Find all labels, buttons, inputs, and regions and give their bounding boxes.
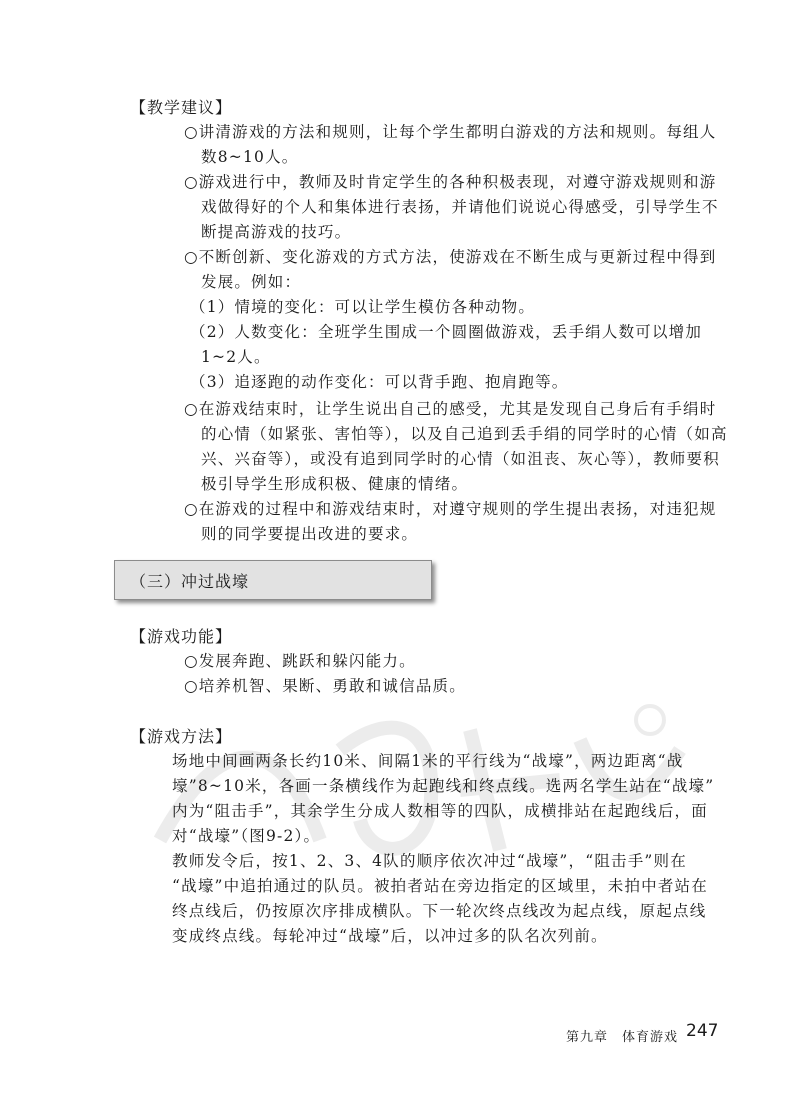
text-line: 则的同学要提出改进的要求。 bbox=[201, 525, 419, 543]
game-function-heading: 【游戏功能】 bbox=[130, 627, 233, 646]
text-line: 戏做得好的个人和集体进行表扬，并请他们说说心得感受，引导学生不 bbox=[201, 198, 719, 216]
footer-chapter: 第九章 体育游戏 bbox=[566, 1030, 679, 1045]
text-line: 对“战壕”（图9-2）。 bbox=[172, 827, 321, 845]
text-line: 内为“阻击手”，其余学生分成人数相等的四队，成横排站在起跑线后，面 bbox=[172, 802, 708, 820]
text-line: 兴、兴奋等），或没有追到同学时的心情（如沮丧、灰心等），教师要积 bbox=[201, 450, 720, 468]
text-line: ○发展奔跑、跳跃和躲闪能力。 bbox=[184, 652, 416, 670]
text-line: 场地中间画两条长约10米、间隔1米的平行线为“战壕”，两边距离“战 bbox=[172, 752, 684, 770]
text-line: ○培养机智、果断、勇敢和诚信品质。 bbox=[184, 677, 466, 695]
text-line: “战壕”中追拍通过的队员。被拍者站在旁边指定的区域里，未拍中者站在 bbox=[172, 877, 708, 895]
text-line: 变成终点线。每轮冲过“战壕”后，以冲过多的队名次列前。 bbox=[172, 927, 608, 945]
text-line: （1）情境的变化：可以让学生模仿各种动物。 bbox=[190, 298, 536, 316]
text-line: 1~2人。 bbox=[201, 348, 271, 366]
section-title: （三）冲过战壕 bbox=[130, 572, 250, 591]
text-line: 终点线后，仍按原次序排成横队。下一轮次终点线改为起点线，原起点线 bbox=[172, 902, 707, 920]
text-line: ○在游戏的过程中和游戏结束时，对遵守规则的学生提出表扬，对违犯规 bbox=[184, 500, 717, 518]
text-line: 断提高游戏的技巧。 bbox=[201, 223, 352, 241]
text-line: 教师发令后，按1、2、3、4队的顺序依次冲过“战壕”，“阻击手”则在 bbox=[172, 852, 687, 870]
page-number: 247 bbox=[686, 1021, 719, 1041]
text-line: （3）追逐跑的动作变化：可以背手跑、抱肩跑等。 bbox=[190, 373, 569, 391]
text-line: 数8~10人。 bbox=[201, 148, 299, 166]
text-line: ○不断创新、变化游戏的方式方法，使游戏在不断生成与更新过程中得到 bbox=[184, 248, 717, 266]
game-method-heading: 【游戏方法】 bbox=[130, 727, 233, 746]
text-line: 壕”8~10米，各画一条横线作为起跑线和终点线。选两名学生站在“战壕” bbox=[172, 777, 715, 795]
text-line: ○在游戏结束时，让学生说出自己的感受，尤其是发现自己身后有手绢时 bbox=[184, 400, 717, 418]
text-line: 发展。例如： bbox=[201, 273, 302, 291]
text-line: 极引导学生形成积极、健康的情绪。 bbox=[201, 475, 469, 493]
teaching-suggestions-heading: 【教学建议】 bbox=[130, 98, 233, 117]
text-line: 的心情（如紧张、害怕等），以及自己追到丢手绢的同学时的心情（如高 bbox=[201, 425, 728, 443]
text-line: （2）人数变化：全班学生围成一个圆圈做游戏，丢手绢人数可以增加 bbox=[190, 323, 703, 341]
text-line: ○讲清游戏的方法和规则，让每个学生都明白游戏的方法和规则。每组人 bbox=[184, 123, 717, 141]
text-line: ○游戏进行中，教师及时肯定学生的各种积极表现，对遵守游戏规则和游 bbox=[184, 173, 717, 191]
